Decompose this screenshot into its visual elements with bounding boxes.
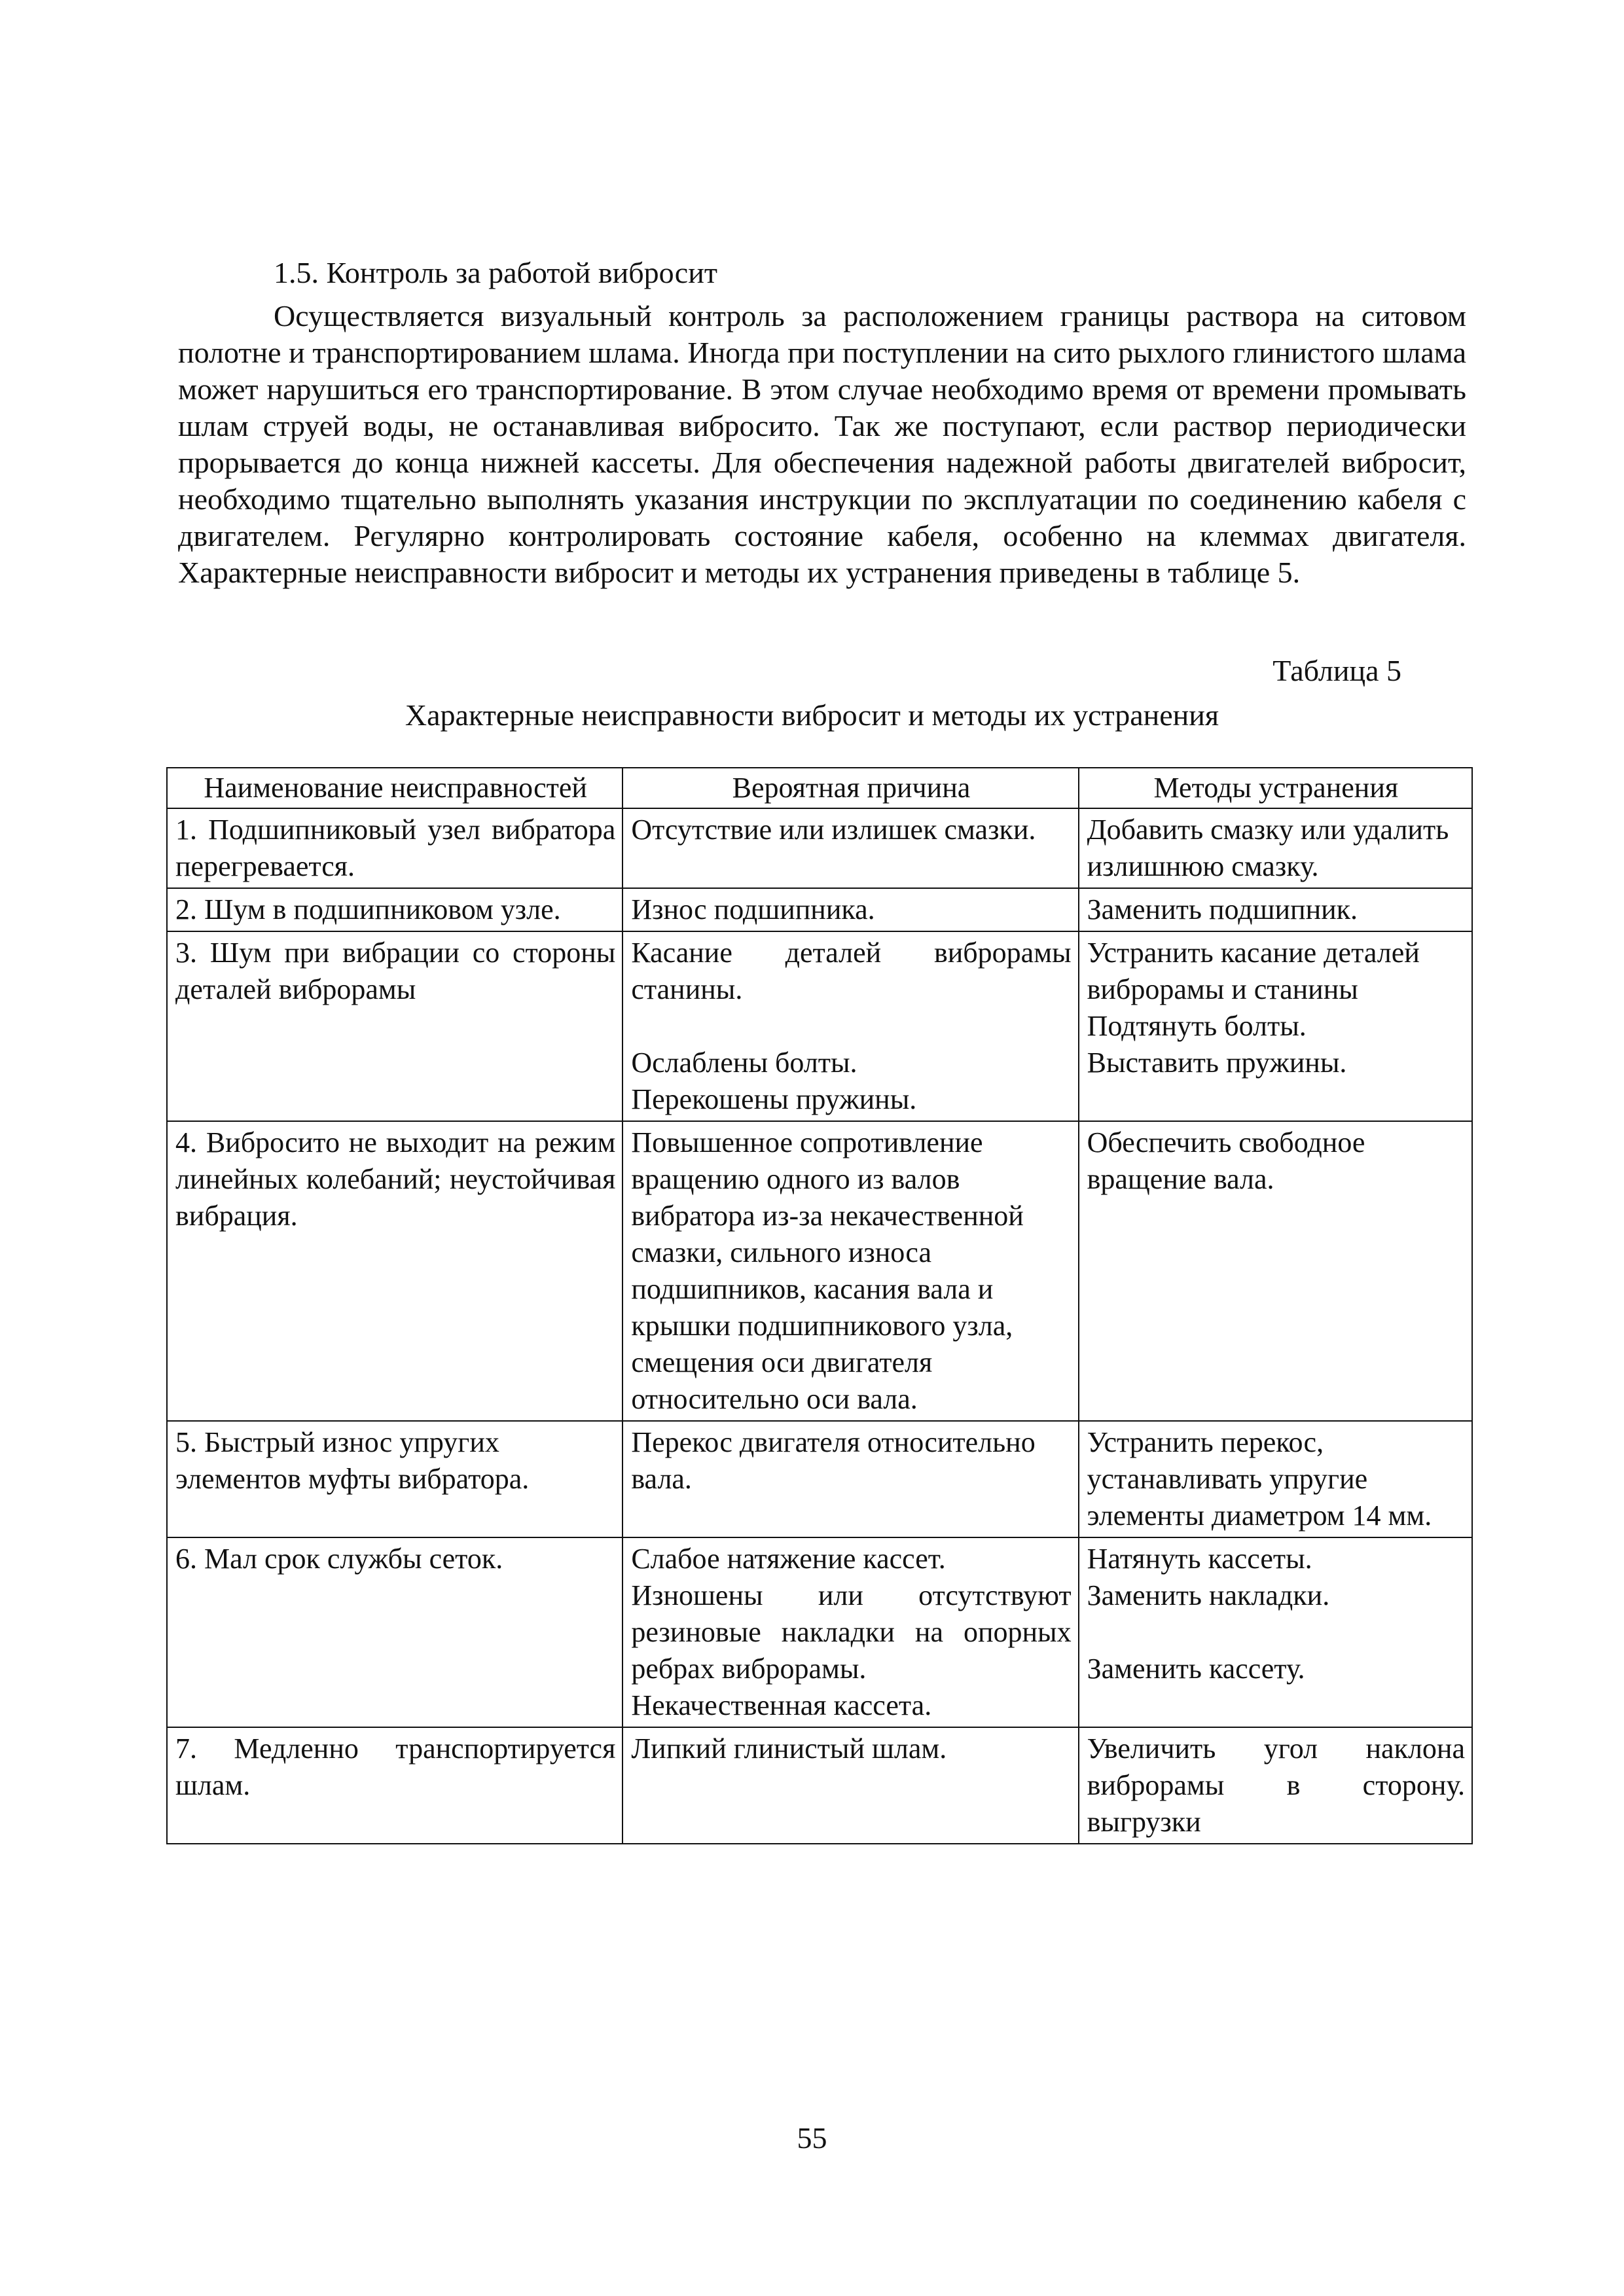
cause-text: Отсутствие или излишек смазки. bbox=[631, 814, 1036, 846]
fix-cell bbox=[1079, 808, 1472, 888]
cause-text: Слабое натяжение кассет. bbox=[631, 1543, 946, 1575]
fix-text: Заменить накладки. bbox=[1087, 1579, 1330, 1611]
cause-text: Перекошены пружины. bbox=[631, 1083, 917, 1115]
table-row bbox=[167, 931, 1472, 1121]
cause-cell bbox=[623, 931, 1078, 1121]
cause-cell bbox=[623, 1121, 1078, 1421]
cause-text: Перекос двигателя относительно вала. bbox=[631, 1426, 1036, 1495]
fault-cell: 3. Шум при вибрации со стороны деталей виброрамы bbox=[167, 931, 623, 1121]
fix-text: Устранить касание деталей виброрамы и станины bbox=[1087, 937, 1420, 1005]
cause-cell bbox=[623, 1727, 1078, 1844]
fix-cell bbox=[1079, 1537, 1472, 1727]
fix-text: Заменить подшипник. bbox=[1087, 893, 1358, 925]
section-body bbox=[178, 298, 1466, 591]
fix-cell bbox=[1079, 931, 1472, 1121]
section-heading: 1.5. Контроль за работой вибросит bbox=[274, 256, 717, 289]
fix-text: Добавить смазку или удалить излишнюю смазку. bbox=[1087, 814, 1449, 882]
cause-cell bbox=[623, 1421, 1078, 1537]
cause-text: Липкий глинистый шлам. bbox=[631, 1732, 947, 1765]
table-caption: Характерные неисправности вибросит и методы их устранения bbox=[405, 698, 1219, 732]
fault-cell: 7. Медленно транспортируется шлам. bbox=[167, 1727, 623, 1844]
fix-text: Заменить кассету. bbox=[1087, 1653, 1305, 1685]
table-row bbox=[167, 1421, 1472, 1537]
cause-cell bbox=[623, 808, 1078, 888]
cause-text: Ослаблены болты. bbox=[631, 1047, 857, 1079]
fix-text: Увеличить угол наклона виброрамы в сторону. выгрузки bbox=[1087, 1732, 1465, 1838]
table-header-row bbox=[167, 768, 1472, 808]
table-row bbox=[167, 1727, 1472, 1844]
cause-cell bbox=[623, 888, 1078, 931]
fault-cell: 6. Мал срок службы сеток. bbox=[167, 1537, 623, 1727]
fix-text: Подтянуть болты. bbox=[1087, 1010, 1307, 1042]
faults-table bbox=[166, 767, 1473, 1844]
fix-text: Натянуть кассеты. bbox=[1087, 1543, 1312, 1575]
fix-text: Обеспечить свободное вращение вала. bbox=[1087, 1126, 1365, 1195]
header-methods: Методы устранения bbox=[1079, 768, 1472, 808]
page-number: 55 bbox=[797, 2121, 827, 2155]
body-paragraph: Осуществляется визуальный контроль за расположением границы раствора на ситовом полотне и транспортированием шлама. Иногда при поступлении на сито рыхлого глинистого шлама может нарушиться его транспортирование. В этом случае необходимо время от времени промывать шлам струей воды, не останавливая вибросито. Так же поступают, если раствор периодически прорывается до конца нижней кассеты. Для обеспечения надежной работы двигателей вибросит, необходимо тщательно выполнять указания инструкции по эксплуатации по соединению кабеля с двигателем. Регулярно контролировать состояние кабеля, особенно на клеммах двигателя. Характерные неисправности вибросит и методы их устранения приведены в таблице 5. bbox=[178, 299, 1466, 589]
fault-cell: 1. Подшипниковый узел вибратора перегревается. bbox=[167, 808, 623, 888]
fix-cell bbox=[1079, 888, 1472, 931]
fault-cell: 2. Шум в подшипниковом узле. bbox=[167, 888, 623, 931]
table-row bbox=[167, 808, 1472, 888]
fix-cell bbox=[1079, 1727, 1472, 1844]
table-row bbox=[167, 1121, 1472, 1421]
fault-cell: 4. Вибросито не выходит на режим линейных колебаний; неустойчивая вибрация. bbox=[167, 1121, 623, 1421]
cause-text: Износ подшипника. bbox=[631, 893, 875, 925]
table-row bbox=[167, 888, 1472, 931]
fault-cell: 5. Быстрый износ упругих элементов муфты вибратора. bbox=[167, 1421, 623, 1537]
cause-text: Касание деталей виброрамы станины. bbox=[631, 937, 1072, 1005]
cause-cell bbox=[623, 1537, 1078, 1727]
fix-text: Выставить пружины. bbox=[1087, 1047, 1347, 1079]
header-cause: Вероятная причина bbox=[623, 768, 1078, 808]
fix-cell bbox=[1079, 1421, 1472, 1537]
header-faults: Наименование неисправностей bbox=[167, 768, 623, 808]
cause-text: Некачественная кассета. bbox=[631, 1689, 932, 1721]
table-number: Таблица 5 bbox=[1272, 654, 1401, 687]
table-row bbox=[167, 1537, 1472, 1727]
fix-cell bbox=[1079, 1121, 1472, 1421]
fix-text: Устранить перекос, устанавливать упругие элементы диаметром 14 мм. bbox=[1087, 1426, 1432, 1532]
cause-text: Повышенное сопротивление вращению одного из валов вибратора из-за некачественной смазки, сильного износа подшипников, касания вала и крышки подшипникового узла, смещения оси двигателя относительно оси вала. bbox=[631, 1126, 1024, 1415]
cause-text: Изношены или отсутствуют резиновые накладки на опорных ребрах виброрамы. bbox=[631, 1579, 1072, 1685]
